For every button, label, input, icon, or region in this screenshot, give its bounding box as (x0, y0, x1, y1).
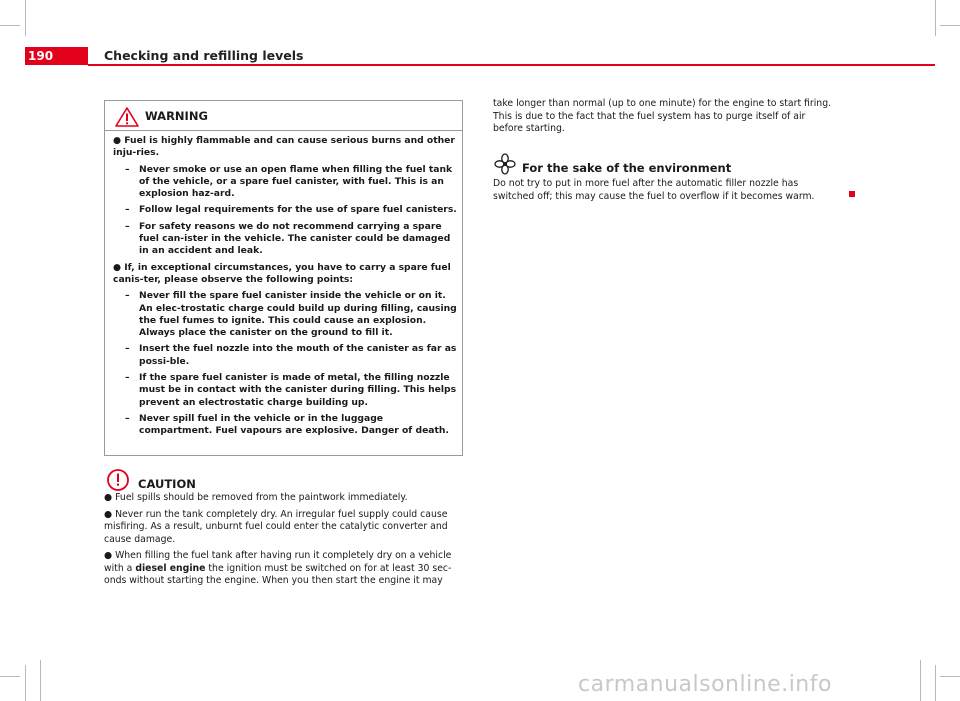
warning-sub-item (113, 221, 458, 258)
crop-mark (0, 676, 20, 677)
caution-text: Fuel spills should be removed from the paintwork immediately. (115, 492, 408, 503)
warning-text: Insert the fuel nozzle into the mouth of the canister as far as possi-ble. (139, 343, 457, 367)
bullet-icon: ● (104, 492, 113, 503)
dash-icon: – (125, 290, 130, 302)
dash-icon: – (125, 204, 130, 216)
caution-item (104, 492, 464, 505)
warning-text: Follow legal requirements for the use of spare fuel canisters. (139, 204, 457, 216)
continuation-text: take longer than normal (up to one minute) for the engine to start firing. This is due to the fact that the fuel system has to purge itself of air before starting. (493, 98, 832, 134)
environment-text: Do not try to put in more fuel after the automatic filler nozzle has switched off; this may cause the fuel to overflow if it becomes warm. (493, 178, 815, 202)
caution-item (104, 550, 464, 588)
environment-title: For the sake of the environment (522, 161, 732, 175)
crop-mark (940, 25, 960, 26)
warning-sub-item (113, 290, 458, 339)
page-number: 190 (25, 47, 88, 65)
crop-mark (40, 660, 41, 701)
bullet-icon: ● (104, 508, 113, 520)
warning-sub-item (113, 372, 458, 409)
warning-sub-item (113, 343, 458, 368)
warning-body (105, 131, 462, 438)
warning-text: Never fill the spare fuel canister inside the vehicle or on it. An elec-trostatic charge could build up during filling, causing the fuel fumes to ignite. This could cause an explosion. Always place the canister on the ground to fill it. (139, 290, 457, 339)
header-rule (88, 64, 935, 66)
warning-triangle-icon (115, 107, 139, 127)
dash-icon: – (125, 412, 130, 424)
bullet-icon: ● (113, 135, 122, 146)
warning-bullet (113, 262, 458, 287)
warning-sub-item (113, 204, 458, 216)
dash-icon: – (125, 163, 130, 175)
environment-flower-icon (493, 152, 517, 176)
crop-mark (25, 0, 26, 36)
warning-text: Never smoke or use an open flame when filling the fuel tank of the vehicle, or a spare fuel canister, with fuel. This is an explosion haz-ard. (139, 163, 453, 200)
dash-icon: – (125, 343, 130, 355)
crop-mark (25, 665, 26, 701)
caution-text: the ignition must be switched on for at least 30 sec-onds without starting the engine. When you then start the engine it may (104, 562, 452, 586)
bullet-icon: ● (104, 550, 113, 561)
caution-item (104, 509, 464, 547)
bullet-icon: ● (113, 261, 122, 273)
caution-text: Never run the tank completely dry. An irregular fuel supply could cause misfiring. As a result, unburnt fuel could enter the catalytic converter and cause damage. (104, 508, 448, 545)
warning-sub-item (113, 164, 458, 201)
section-end-marker (849, 191, 855, 197)
warning-box (104, 100, 463, 456)
warning-text: Fuel is highly flammable and can cause serious burns and other inju-ries. (113, 135, 455, 159)
warning-text: Never spill fuel in the vehicle or in the luggage compartment. Fuel vapours are explosive. Danger of death. (139, 412, 449, 437)
crop-mark (935, 665, 936, 701)
page-title: Checking and refilling levels (104, 48, 304, 63)
caution-body (104, 492, 464, 592)
watermark: carmanualsonline.info (578, 672, 832, 697)
crop-mark (0, 25, 20, 26)
caution-bold-term: diesel engine (135, 562, 206, 574)
caution-title: CAUTION (138, 477, 196, 491)
crop-mark (920, 660, 921, 701)
dash-icon: – (125, 220, 130, 232)
crop-mark (935, 0, 936, 36)
warning-text: If the spare fuel canister is made of metal, the filling nozzle must be in contact with the canister during filling. This helps prevent an electrostatic charge building up. (139, 372, 457, 408)
dash-icon: – (125, 372, 130, 384)
warning-text: If, in exceptional circumstances, you have to carry a spare fuel canis-ter, please observe the following points: (113, 261, 451, 285)
warning-bullet (113, 135, 458, 160)
warning-text: For safety reasons we do not recommend carrying a spare fuel can-ister in the vehicle. The canister could be damaged in an accident and leak. (139, 220, 451, 257)
caution-text: When filling the fuel tank after having run it completely dry on a vehicle with a (104, 550, 452, 574)
warning-header (105, 101, 462, 131)
warning-sub-item (113, 413, 458, 438)
crop-mark (940, 676, 960, 677)
warning-title: WARNING (145, 109, 208, 123)
caution-exclamation-icon (106, 468, 130, 492)
